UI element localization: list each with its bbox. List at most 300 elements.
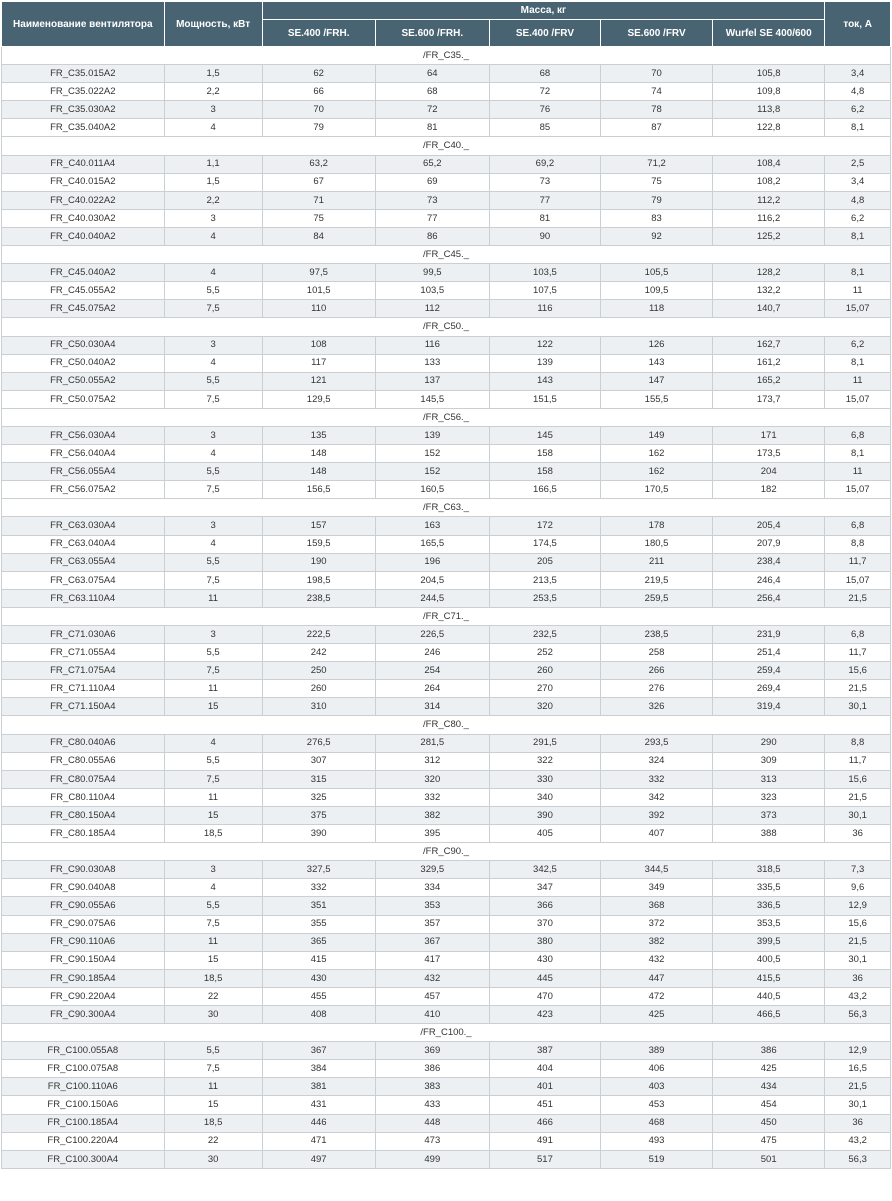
table-row — [2, 589, 891, 607]
table-cell: 109,5 — [600, 282, 712, 300]
table-cell: 357 — [375, 915, 489, 933]
table-cell: 126 — [600, 336, 712, 354]
table-cell: 382 — [375, 806, 489, 824]
table-cell: FR_C90.110A6 — [2, 933, 165, 951]
header-mass-col: SE.600 /FRH. — [375, 20, 489, 47]
table-cell: 190 — [262, 553, 375, 571]
group-row — [2, 607, 891, 625]
table-cell: 4 — [164, 354, 262, 372]
table-cell: 314 — [375, 698, 489, 716]
table-cell: 162,7 — [713, 336, 825, 354]
table-cell: 472 — [600, 987, 712, 1005]
table-cell: 231,9 — [713, 626, 825, 644]
table-cell: 205,4 — [713, 517, 825, 535]
table-cell: 7,5 — [164, 481, 262, 499]
table-row — [2, 897, 891, 915]
table-row — [2, 1096, 891, 1114]
table-cell: 4 — [164, 264, 262, 282]
table-cell: 11 — [164, 788, 262, 806]
table-cell: 353,5 — [713, 915, 825, 933]
table-cell: FR_C71.075A4 — [2, 662, 165, 680]
table-cell: 6,8 — [825, 517, 891, 535]
table-cell: 56,3 — [825, 1150, 891, 1168]
table-cell: 7,3 — [825, 861, 891, 879]
table-cell: 207,9 — [713, 535, 825, 553]
table-cell: 198,5 — [262, 571, 375, 589]
table-cell: 133 — [375, 354, 489, 372]
table-cell: 3 — [164, 517, 262, 535]
table-cell: FR_C80.075A4 — [2, 770, 165, 788]
table-cell: 226,5 — [375, 626, 489, 644]
table-cell: 497 — [262, 1150, 375, 1168]
table-cell: 36 — [825, 969, 891, 987]
table-cell: FR_C56.040A4 — [2, 445, 165, 463]
group-title: /FR_C100._ — [2, 1024, 891, 1042]
table-cell: 389 — [600, 1042, 712, 1060]
table-cell: 178 — [600, 517, 712, 535]
table-cell: 322 — [489, 752, 600, 770]
table-cell: 81 — [375, 119, 489, 137]
table-cell: 64 — [375, 65, 489, 83]
table-cell: 105,5 — [600, 264, 712, 282]
group-title: /FR_C50._ — [2, 318, 891, 336]
table-cell: 433 — [375, 1096, 489, 1114]
table-cell: 21,5 — [825, 680, 891, 698]
table-cell: 457 — [375, 987, 489, 1005]
table-cell: 369 — [375, 1042, 489, 1060]
table-cell: 173,5 — [713, 445, 825, 463]
header-mass-col: SE.400 /FRH. — [262, 20, 375, 47]
table-body — [2, 47, 891, 1169]
table-cell: 21,5 — [825, 589, 891, 607]
table-cell: 79 — [600, 191, 712, 209]
header-mass: Масса, кг — [262, 2, 825, 20]
table-cell: 390 — [262, 825, 375, 843]
table-cell: 3 — [164, 336, 262, 354]
table-cell: 107,5 — [489, 282, 600, 300]
table-cell: 307 — [262, 752, 375, 770]
table-cell: 266 — [600, 662, 712, 680]
table-row — [2, 264, 891, 282]
table-cell: 405 — [489, 825, 600, 843]
table-cell: 128,2 — [713, 264, 825, 282]
table-cell: 101,5 — [262, 282, 375, 300]
table-cell: 5,5 — [164, 1042, 262, 1060]
table-cell: 313 — [713, 770, 825, 788]
table-cell: 15,6 — [825, 915, 891, 933]
group-row — [2, 1024, 891, 1042]
table-cell: 258 — [600, 644, 712, 662]
table-cell: 238,5 — [600, 626, 712, 644]
table-cell: 180,5 — [600, 535, 712, 553]
table-cell: 4 — [164, 734, 262, 752]
table-cell: 2,2 — [164, 83, 262, 101]
table-cell: FR_C80.040A6 — [2, 734, 165, 752]
table-cell: 163 — [375, 517, 489, 535]
table-cell: 315 — [262, 770, 375, 788]
table-cell: 30,1 — [825, 1096, 891, 1114]
table-cell: 517 — [489, 1150, 600, 1168]
table-cell: 290 — [713, 734, 825, 752]
table-cell: 251,4 — [713, 644, 825, 662]
table-cell: 12,9 — [825, 1042, 891, 1060]
table-row — [2, 806, 891, 824]
table-cell: 66 — [262, 83, 375, 101]
table-cell: 425 — [600, 1005, 712, 1023]
table-cell: 116 — [489, 300, 600, 318]
table-row — [2, 933, 891, 951]
table-cell: FR_C45.055A2 — [2, 282, 165, 300]
table-cell: FR_C50.075A2 — [2, 390, 165, 408]
table-cell: 242 — [262, 644, 375, 662]
table-cell: 68 — [489, 65, 600, 83]
table-cell: 519 — [600, 1150, 712, 1168]
table-cell: 451 — [489, 1096, 600, 1114]
table-cell: FR_C80.185A4 — [2, 825, 165, 843]
table-cell: 471 — [262, 1132, 375, 1150]
table-cell: 381 — [262, 1078, 375, 1096]
table-cell: 158 — [489, 445, 600, 463]
table-cell: 8,8 — [825, 535, 891, 553]
table-cell: 430 — [489, 951, 600, 969]
table-cell: 423 — [489, 1005, 600, 1023]
table-cell: 112 — [375, 300, 489, 318]
table-cell: 432 — [600, 951, 712, 969]
table-cell: 36 — [825, 825, 891, 843]
table-cell: 8,8 — [825, 734, 891, 752]
table-row — [2, 861, 891, 879]
table-cell: 21,5 — [825, 933, 891, 951]
table-cell: 447 — [600, 969, 712, 987]
table-cell: 373 — [713, 806, 825, 824]
table-cell: 259,4 — [713, 662, 825, 680]
table-cell: 11 — [825, 282, 891, 300]
table-cell: 70 — [600, 65, 712, 83]
table-cell: 36 — [825, 1114, 891, 1132]
table-cell: 182 — [713, 481, 825, 499]
table-row — [2, 1005, 891, 1023]
table-row — [2, 1114, 891, 1132]
table-cell: 326 — [600, 698, 712, 716]
table-cell: 16,5 — [825, 1060, 891, 1078]
table-cell: 4 — [164, 445, 262, 463]
table-cell: FR_C71.110A4 — [2, 680, 165, 698]
table-cell: 147 — [600, 372, 712, 390]
table-cell: 4,8 — [825, 83, 891, 101]
table-cell: 148 — [262, 463, 375, 481]
table-cell: 15,07 — [825, 300, 891, 318]
table-cell: 4 — [164, 879, 262, 897]
table-cell: 372 — [600, 915, 712, 933]
table-cell: 5,5 — [164, 644, 262, 662]
table-cell: 143 — [600, 354, 712, 372]
table-cell: 108,4 — [713, 155, 825, 173]
table-cell: 332 — [375, 788, 489, 806]
table-cell: FR_C35.040A2 — [2, 119, 165, 137]
table-cell: 6,2 — [825, 336, 891, 354]
table-cell: 15,6 — [825, 662, 891, 680]
table-cell: 222,5 — [262, 626, 375, 644]
table-cell: 470 — [489, 987, 600, 1005]
table-cell: 388 — [713, 825, 825, 843]
table-cell: 159,5 — [262, 535, 375, 553]
table-cell: 4,8 — [825, 191, 891, 209]
table-cell: 22 — [164, 1132, 262, 1150]
table-cell: 62 — [262, 65, 375, 83]
table-cell: 158 — [489, 463, 600, 481]
table-cell: 5,5 — [164, 897, 262, 915]
table-cell: 105,8 — [713, 65, 825, 83]
table-cell: 6,8 — [825, 626, 891, 644]
table-cell: 319,4 — [713, 698, 825, 716]
table-cell: 125,2 — [713, 227, 825, 245]
table-cell: 75 — [262, 209, 375, 227]
table-cell: 332 — [262, 879, 375, 897]
group-title: /FR_C90._ — [2, 843, 891, 861]
table-cell: FR_C90.300A4 — [2, 1005, 165, 1023]
table-row — [2, 788, 891, 806]
table-cell: 170,5 — [600, 481, 712, 499]
table-cell: 1,5 — [164, 65, 262, 83]
group-row — [2, 499, 891, 517]
table-row — [2, 83, 891, 101]
group-row — [2, 47, 891, 65]
table-row — [2, 517, 891, 535]
table-cell: 15 — [164, 951, 262, 969]
group-title: /FR_C71._ — [2, 607, 891, 625]
table-cell: 76 — [489, 101, 600, 119]
table-cell: FR_C40.040A2 — [2, 227, 165, 245]
table-row — [2, 191, 891, 209]
table-cell: 342 — [600, 788, 712, 806]
table-cell: 165,5 — [375, 535, 489, 553]
table-row — [2, 354, 891, 372]
table-cell: 253,5 — [489, 589, 600, 607]
table-cell: 3 — [164, 426, 262, 444]
table-cell: 151,5 — [489, 390, 600, 408]
table-cell: 244,5 — [375, 589, 489, 607]
table-cell: 330 — [489, 770, 600, 788]
table-cell: 12,9 — [825, 897, 891, 915]
table-cell: 72 — [489, 83, 600, 101]
table-cell: 401 — [489, 1078, 600, 1096]
table-cell: 323 — [713, 788, 825, 806]
table-cell: 238,5 — [262, 589, 375, 607]
table-cell: 440,5 — [713, 987, 825, 1005]
table-cell: 160,5 — [375, 481, 489, 499]
table-cell: 122 — [489, 336, 600, 354]
table-cell: FR_C90.030A8 — [2, 861, 165, 879]
table-cell: 11 — [825, 372, 891, 390]
group-title: /FR_C45._ — [2, 246, 891, 264]
table-cell: 162 — [600, 463, 712, 481]
table-cell: 6,2 — [825, 101, 891, 119]
table-row — [2, 951, 891, 969]
table-cell: 310 — [262, 698, 375, 716]
table-cell: 75 — [600, 173, 712, 191]
table-cell: 260 — [489, 662, 600, 680]
table-cell: 325 — [262, 788, 375, 806]
table-cell: 6,8 — [825, 426, 891, 444]
table-cell: 276 — [600, 680, 712, 698]
table-cell: 72 — [375, 101, 489, 119]
table-cell: 432 — [375, 969, 489, 987]
group-row — [2, 318, 891, 336]
table-row — [2, 626, 891, 644]
table-cell: FR_C63.040A4 — [2, 535, 165, 553]
table-cell: 1,5 — [164, 173, 262, 191]
table-cell: FR_C56.075A2 — [2, 481, 165, 499]
table-cell: 11 — [164, 680, 262, 698]
table-cell: FR_C35.022A2 — [2, 83, 165, 101]
table-cell: 30 — [164, 1150, 262, 1168]
table-cell: 4 — [164, 227, 262, 245]
table-row — [2, 119, 891, 137]
table-cell: 5,5 — [164, 282, 262, 300]
table-cell: 344,5 — [600, 861, 712, 879]
table-cell: 8,1 — [825, 119, 891, 137]
header-mass-col: Wurfel SE 400/600 — [713, 20, 825, 47]
table-cell: 293,5 — [600, 734, 712, 752]
table-cell: FR_C90.055A6 — [2, 897, 165, 915]
table-cell: 320 — [375, 770, 489, 788]
table-cell: 204,5 — [375, 571, 489, 589]
table-cell: 264 — [375, 680, 489, 698]
table-cell: 410 — [375, 1005, 489, 1023]
table-cell: 367 — [262, 1042, 375, 1060]
table-cell: FR_C90.040A8 — [2, 879, 165, 897]
table-cell: FR_C100.075A8 — [2, 1060, 165, 1078]
table-cell: 318,5 — [713, 861, 825, 879]
table-cell: 79 — [262, 119, 375, 137]
table-row — [2, 426, 891, 444]
table-cell: FR_C80.055A6 — [2, 752, 165, 770]
table-cell: 291,5 — [489, 734, 600, 752]
table-cell: 501 — [713, 1150, 825, 1168]
table-cell: 351 — [262, 897, 375, 915]
table-cell: 162 — [600, 445, 712, 463]
table-cell: FR_C80.150A4 — [2, 806, 165, 824]
table-cell: 15,07 — [825, 481, 891, 499]
table-cell: 309 — [713, 752, 825, 770]
table-cell: 137 — [375, 372, 489, 390]
table-cell: 252 — [489, 644, 600, 662]
table-cell: 135 — [262, 426, 375, 444]
table-cell: 174,5 — [489, 535, 600, 553]
table-cell: 260 — [262, 680, 375, 698]
table-cell: 466,5 — [713, 1005, 825, 1023]
table-cell: 375 — [262, 806, 375, 824]
table-cell: 204 — [713, 463, 825, 481]
table-cell: FR_C71.055A4 — [2, 644, 165, 662]
table-cell: 112,2 — [713, 191, 825, 209]
table-cell: 383 — [375, 1078, 489, 1096]
table-cell: 113,8 — [713, 101, 825, 119]
table-cell: 132,2 — [713, 282, 825, 300]
table-cell: 5,5 — [164, 752, 262, 770]
table-row — [2, 879, 891, 897]
table-cell: 43,2 — [825, 1132, 891, 1150]
table-cell: FR_C40.030A2 — [2, 209, 165, 227]
table-cell: 43,2 — [825, 987, 891, 1005]
table-cell: 468 — [600, 1114, 712, 1132]
table-cell: 254 — [375, 662, 489, 680]
table-cell: 403 — [600, 1078, 712, 1096]
table-cell: FR_C90.185A4 — [2, 969, 165, 987]
table-cell: 3 — [164, 101, 262, 119]
table-cell: 450 — [713, 1114, 825, 1132]
table-cell: 1,1 — [164, 155, 262, 173]
table-cell: 86 — [375, 227, 489, 245]
table-cell: 475 — [713, 1132, 825, 1150]
table-cell: 152 — [375, 445, 489, 463]
table-cell: 69,2 — [489, 155, 600, 173]
table-cell: 211 — [600, 553, 712, 571]
table-cell: 110 — [262, 300, 375, 318]
table-row — [2, 390, 891, 408]
table-row — [2, 698, 891, 716]
table-cell: 434 — [713, 1078, 825, 1096]
table-row — [2, 1078, 891, 1096]
table-cell: 21,5 — [825, 1078, 891, 1096]
table-cell: 73 — [489, 173, 600, 191]
table-cell: 386 — [713, 1042, 825, 1060]
table-cell: FR_C90.220A4 — [2, 987, 165, 1005]
table-cell: 276,5 — [262, 734, 375, 752]
table-cell: 232,5 — [489, 626, 600, 644]
group-title: /FR_C35._ — [2, 47, 891, 65]
table-row — [2, 282, 891, 300]
table-cell: 116,2 — [713, 209, 825, 227]
table-cell: 30,1 — [825, 951, 891, 969]
table-row — [2, 209, 891, 227]
table-cell: FR_C63.055A4 — [2, 553, 165, 571]
table-cell: FR_C56.055A4 — [2, 463, 165, 481]
table-cell: 118 — [600, 300, 712, 318]
group-row — [2, 716, 891, 734]
table-cell: 18,5 — [164, 825, 262, 843]
table-cell: 408 — [262, 1005, 375, 1023]
table-cell: FR_C45.075A2 — [2, 300, 165, 318]
table-cell: 5,5 — [164, 553, 262, 571]
group-title: /FR_C80._ — [2, 716, 891, 734]
table-cell: 77 — [375, 209, 489, 227]
table-cell: FR_C63.110A4 — [2, 589, 165, 607]
table-cell: 15 — [164, 806, 262, 824]
table-cell: FR_C63.030A4 — [2, 517, 165, 535]
table-cell: FR_C50.040A2 — [2, 354, 165, 372]
table-cell: 68 — [375, 83, 489, 101]
table-cell: FR_C71.150A4 — [2, 698, 165, 716]
table-row — [2, 571, 891, 589]
table-cell: 2,5 — [825, 155, 891, 173]
table-cell: 250 — [262, 662, 375, 680]
table-cell: FR_C40.015A2 — [2, 173, 165, 191]
table-cell: 366 — [489, 897, 600, 915]
group-row — [2, 137, 891, 155]
header-fan-name: Наименование вентилятора — [2, 2, 165, 47]
table-cell: 161,2 — [713, 354, 825, 372]
table-row — [2, 915, 891, 933]
table-cell: 455 — [262, 987, 375, 1005]
table-cell: 129,5 — [262, 390, 375, 408]
table-cell: 493 — [600, 1132, 712, 1150]
table-cell: 69 — [375, 173, 489, 191]
table-cell: 196 — [375, 553, 489, 571]
table-cell: 11 — [164, 1078, 262, 1096]
table-cell: 4 — [164, 119, 262, 137]
table-cell: 353 — [375, 897, 489, 915]
